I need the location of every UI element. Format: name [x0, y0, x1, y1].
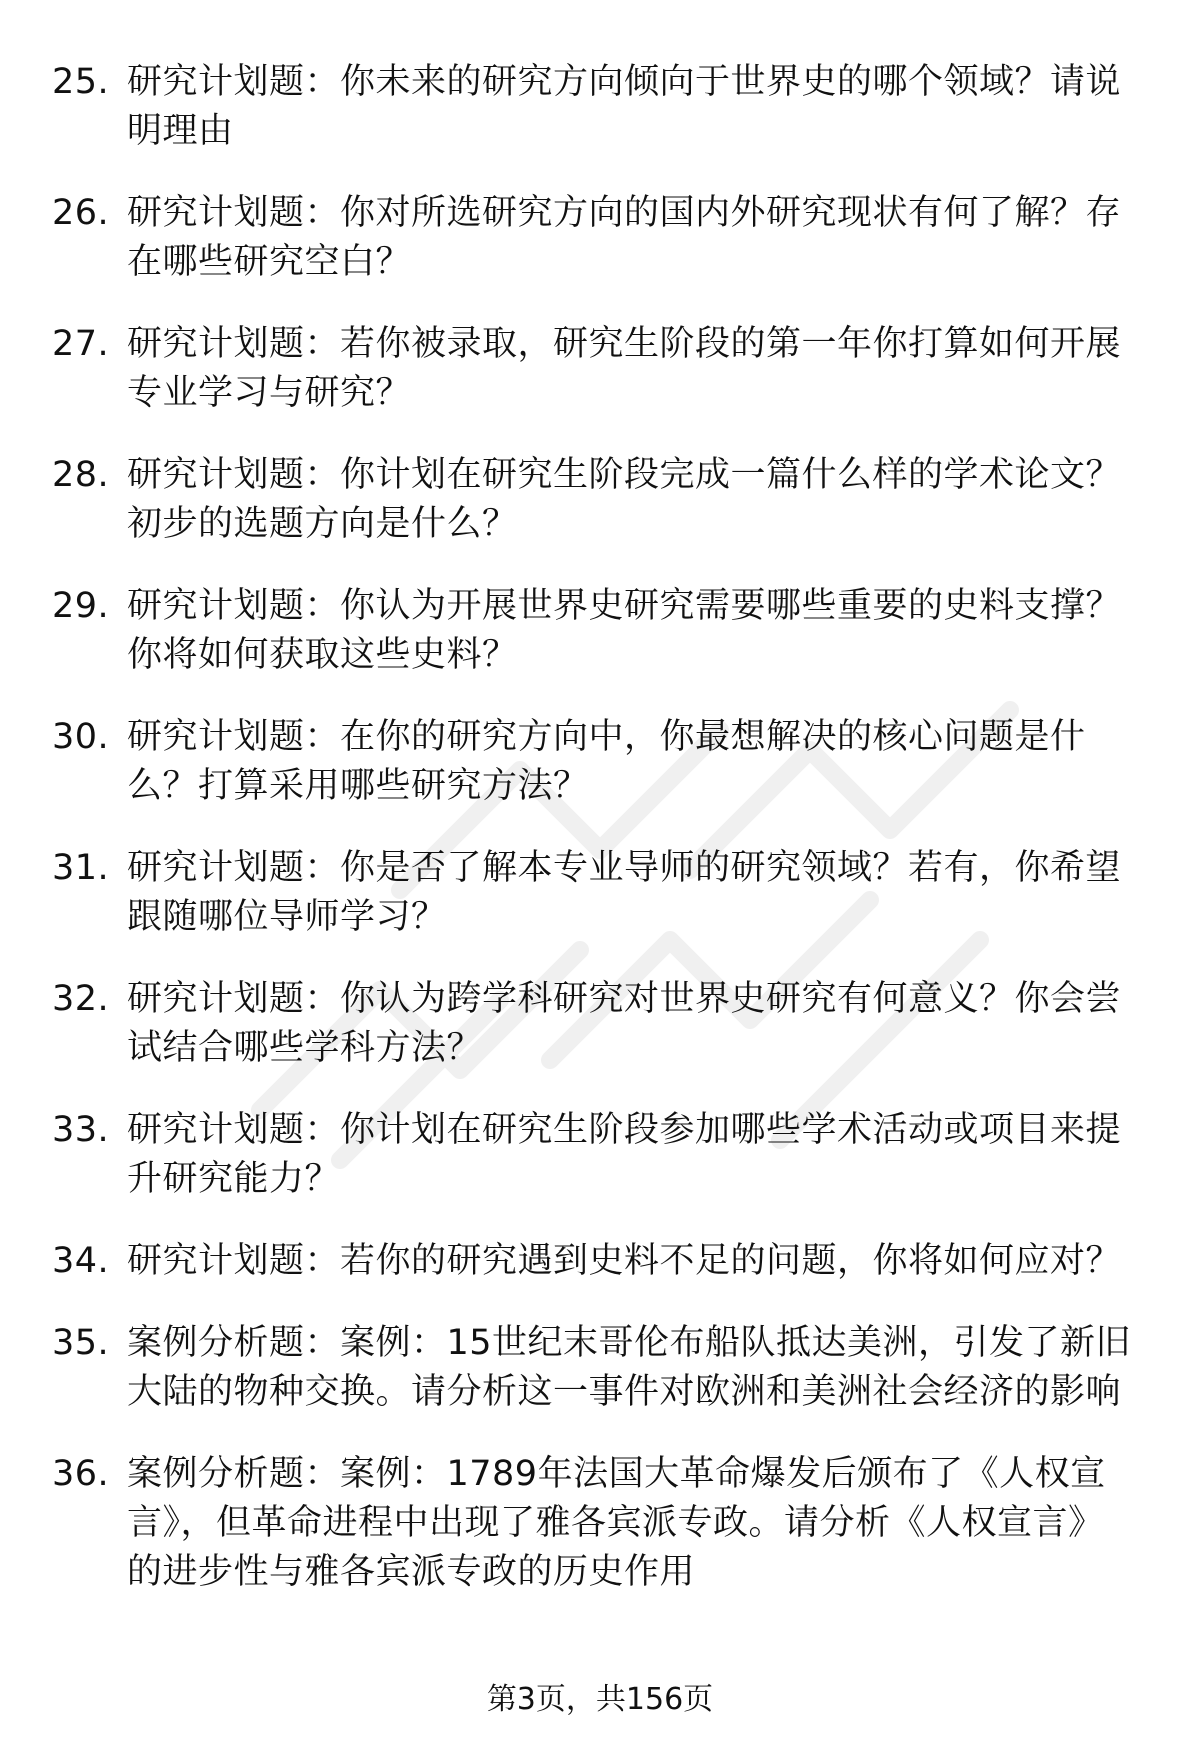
question-number: 31.	[52, 848, 110, 888]
question-text: 研究计划题：你计划在研究生阶段参加哪些学术活动或项目来提 升研究能力？	[127, 1110, 1122, 1199]
question-text: 研究计划题：你未来的研究方向倾向于世界史的哪个领域？请说 明理由	[127, 62, 1122, 151]
page-number-label: 第3页，共156页	[486, 1682, 714, 1717]
question-text: 研究计划题：你对所选研究方向的国内外研究现状有何了解？存 在哪些研究空白？	[127, 193, 1122, 282]
question-number: 34.	[52, 1241, 110, 1281]
question-item-36	[52, 1450, 1152, 1597]
question-list	[52, 58, 1152, 1630]
question-number: 32.	[52, 979, 110, 1019]
question-item-35	[52, 1319, 1152, 1417]
question-item-33	[52, 1106, 1152, 1204]
question-item-27	[52, 320, 1152, 418]
question-number: 26.	[52, 193, 110, 233]
page-footer	[0, 1680, 1200, 1720]
question-item-25	[52, 58, 1152, 156]
question-text: 研究计划题：你认为跨学科研究对世界史研究有何意义？你会尝 试结合哪些学科方法？	[127, 979, 1122, 1068]
question-number: 29.	[52, 586, 110, 626]
question-number: 35.	[52, 1323, 110, 1363]
question-text: 研究计划题：若你的研究遇到史料不足的问题，你将如何应对？	[127, 1241, 1122, 1281]
question-number: 33.	[52, 1110, 110, 1150]
question-text: 案例分析题：案例：1789年法国大革命爆发后颁布了《人权宣 言》，但革命进程中出现了雅各宾派专政。请分析《人权宣言》 的进步性与雅各宾派专政的历史作用	[127, 1454, 1106, 1592]
question-item-29	[52, 582, 1152, 680]
question-number: 27.	[52, 324, 110, 364]
question-text: 案例分析题：案例：15世纪末哥伦布船队抵达美洲，引发了新旧 大陆的物种交换。请分析这一事件对欧洲和美洲社会经济的影响	[127, 1323, 1132, 1412]
question-item-30	[52, 713, 1152, 811]
question-item-34	[52, 1237, 1152, 1286]
question-number: 25.	[52, 62, 110, 102]
question-item-32	[52, 975, 1152, 1073]
question-text: 研究计划题：你认为开展世界史研究需要哪些重要的史料支撑？ 你将如何获取这些史料？	[127, 586, 1122, 675]
question-number: 36.	[52, 1454, 110, 1494]
question-number: 28.	[52, 455, 110, 495]
question-item-26	[52, 189, 1152, 287]
question-text: 研究计划题：你计划在研究生阶段完成一篇什么样的学术论文？ 初步的选题方向是什么？	[127, 455, 1122, 544]
question-number: 30.	[52, 717, 110, 757]
question-item-28	[52, 451, 1152, 549]
question-text: 研究计划题：在你的研究方向中，你最想解决的核心问题是什 么？打算采用哪些研究方法？	[127, 717, 1086, 806]
question-item-31	[52, 844, 1152, 942]
question-text: 研究计划题：你是否了解本专业导师的研究领域？若有，你希望 跟随哪位导师学习？	[127, 848, 1122, 937]
question-text: 研究计划题：若你被录取，研究生阶段的第一年你打算如何开展 专业学习与研究？	[127, 324, 1122, 413]
